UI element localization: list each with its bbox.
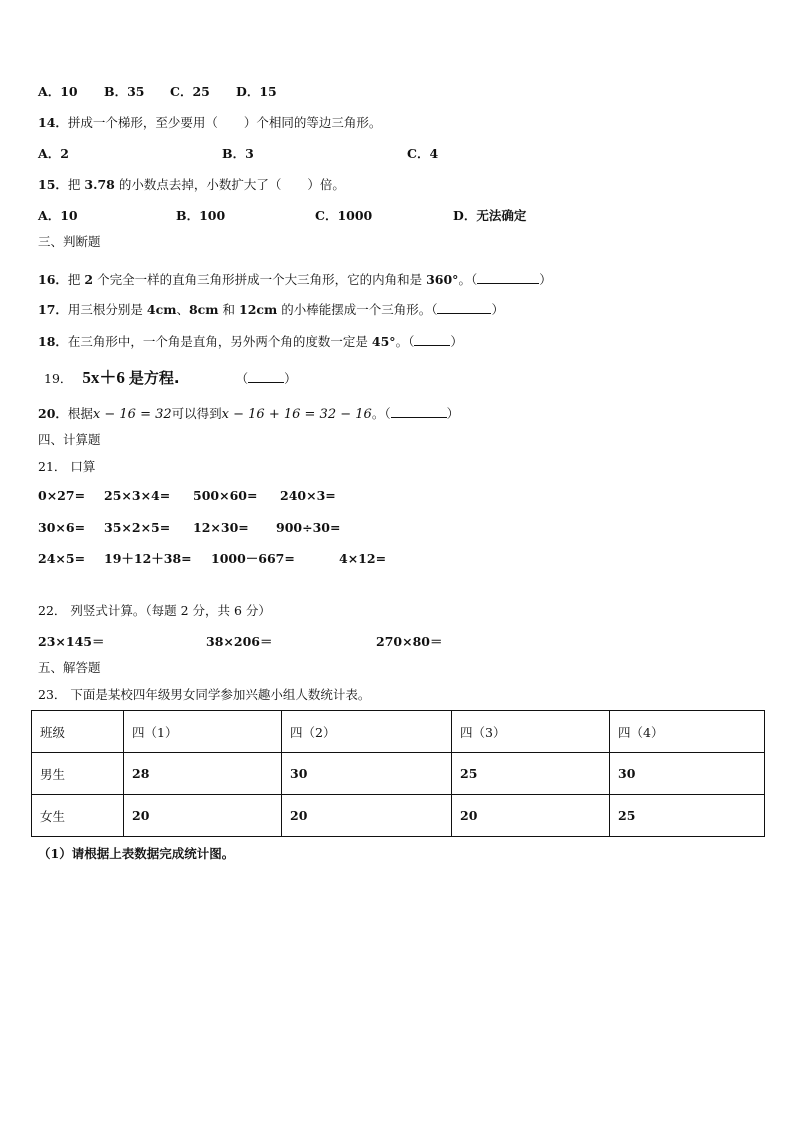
table-cell: 30 <box>282 753 452 795</box>
expression: 5x＋6 <box>82 368 125 387</box>
table-cell: 25 <box>452 753 610 795</box>
paren-close: ） <box>446 406 460 421</box>
answer-blank[interactable] <box>437 301 491 314</box>
question-number: 15． <box>38 177 68 192</box>
equation-1: x − 16 = 32 <box>92 407 172 422</box>
table-cell: 20 <box>124 795 282 837</box>
punct: 。（ <box>458 272 478 287</box>
question-23-subpart-1: （1）请根据上表数据完成统计图。 <box>38 846 235 861</box>
answer-blank[interactable] <box>477 271 539 284</box>
question-number: 17． <box>38 302 68 317</box>
question-20 <box>38 405 459 423</box>
interest-group-table <box>31 710 765 837</box>
vertical-calc-item: 38×206＝ <box>206 634 273 649</box>
question-text-end: ）个相同的等边三角形。 <box>243 115 382 130</box>
answer-blank[interactable] <box>414 333 450 346</box>
oral-calc-item: 1000－667= <box>211 551 295 566</box>
section-heading-problems: 五、解答题 <box>38 660 101 675</box>
table-header-cell: 四（1） <box>124 711 282 753</box>
question-text: 用三根分别是 <box>67 302 143 317</box>
question-14 <box>38 115 381 131</box>
length-c: 12cm <box>239 302 278 317</box>
oral-calc-item: 30×6= <box>38 520 86 535</box>
degree-value: 360° <box>426 272 459 287</box>
oral-calc-item: 24×5= <box>38 551 86 566</box>
q14-option-a: A．2 <box>38 146 69 161</box>
question-22-title: 22． 列竖式计算。（每题 2 分，共 6 分） <box>38 603 271 618</box>
oral-calc-item: 500×60= <box>193 488 258 503</box>
oral-calc-item: 4×12= <box>339 551 387 566</box>
vertical-calc-item: 23×145＝ <box>38 634 105 649</box>
question-text: 把 <box>67 177 81 192</box>
vertical-calc-item: 270×80＝ <box>376 634 443 649</box>
q15-option-d: D．无法确定 <box>453 208 527 223</box>
question-number: 14． <box>38 115 68 130</box>
q13-option-d: D．15 <box>236 84 277 99</box>
question-text-mid: 的小数点去掉，小数扩大了（ <box>118 177 282 192</box>
table-cell: 30 <box>610 753 765 795</box>
q14-option-c: C．4 <box>407 146 439 161</box>
section-heading-calculation: 四、计算题 <box>38 432 101 447</box>
length-b: 8cm <box>188 302 219 317</box>
section-heading-judgement: 三、判断题 <box>38 234 101 249</box>
table-cell: 25 <box>610 795 765 837</box>
question-number: 20． <box>38 406 68 421</box>
oral-calc-item: 25×3×4= <box>104 488 171 503</box>
paren-open: （ <box>235 371 249 386</box>
q14-option-b: B．3 <box>222 146 254 161</box>
question-15 <box>38 177 345 193</box>
question-text: 把 <box>67 272 81 287</box>
question-18 <box>38 333 463 350</box>
conjunction: 和 <box>222 302 236 317</box>
oral-calc-item: 19＋12＋38= <box>104 551 192 566</box>
oral-calc-item: 240×3= <box>280 488 336 503</box>
question-21-title: 21． 口算 <box>38 459 96 474</box>
table-header-cell: 四（3） <box>452 711 610 753</box>
q15-option-a: A．10 <box>38 208 78 223</box>
paren-close: ） <box>491 302 504 317</box>
question-23-title: 23． 下面是某校四年级男女同学参加兴趣小组人数统计表。 <box>38 687 371 702</box>
q13-option-a: A．10 <box>38 84 78 99</box>
separator: 、 <box>176 302 189 317</box>
question-text: 在三角形中，一个角是直角，另外两个角的度数一定是 <box>67 334 368 349</box>
table-header-row <box>32 711 765 753</box>
punct: 。（ <box>395 334 415 349</box>
question-number: 18． <box>38 334 68 349</box>
table-cell: 20 <box>452 795 610 837</box>
question-text-end: 的小棒能摆成一个三角形。（ <box>281 302 438 317</box>
question-19 <box>44 368 297 389</box>
question-text: 拼成一个梯形，至少要用（ <box>67 115 218 130</box>
question-text-mid: 可以得到 <box>171 406 222 421</box>
table-cell: 男生 <box>32 753 124 795</box>
answer-blank[interactable] <box>391 405 447 418</box>
question-text: 根据 <box>67 406 93 421</box>
decimal-number: 3.78 <box>84 177 115 192</box>
oral-calc-item: 0×27= <box>38 488 86 503</box>
table-header-cell: 四（2） <box>282 711 452 753</box>
table-row <box>32 795 765 837</box>
table-cell: 女生 <box>32 795 124 837</box>
equation-2: x − 16 + 16 = 32 − 16 <box>221 407 372 422</box>
length-a: 4cm <box>146 302 177 317</box>
q13-option-b: B．35 <box>104 84 145 99</box>
table-row <box>32 753 765 795</box>
punct: 。（ <box>371 406 391 421</box>
question-text-end: ）倍。 <box>307 177 345 192</box>
table-header-cell: 四（4） <box>610 711 765 753</box>
paren-close: ） <box>539 272 552 287</box>
table-cell: 28 <box>124 753 282 795</box>
oral-calc-item: 35×2×5= <box>104 520 171 535</box>
question-16 <box>38 271 552 288</box>
q15-option-b: B．100 <box>176 208 226 223</box>
answer-blank[interactable] <box>248 370 284 383</box>
q13-option-c: C．25 <box>170 84 210 99</box>
question-17 <box>38 301 504 318</box>
table-header-cell: 班级 <box>32 711 124 753</box>
question-text-mid: 个完全一样的直角三角形拼成一个大三角形，它的内角和是 <box>97 272 423 287</box>
paren-close: ） <box>284 371 297 386</box>
oral-calc-item: 12×30= <box>193 520 249 535</box>
question-number: 16． <box>38 272 68 287</box>
question-number: 19． <box>44 371 73 386</box>
q15-option-c: C．1000 <box>315 208 373 223</box>
table-cell: 20 <box>282 795 452 837</box>
oral-calc-item: 900÷30= <box>276 520 341 535</box>
paren-close: ） <box>450 334 463 349</box>
question-text: 是方程. <box>128 369 180 387</box>
number: 2 <box>84 272 94 287</box>
degree-value: 45° <box>371 334 396 349</box>
